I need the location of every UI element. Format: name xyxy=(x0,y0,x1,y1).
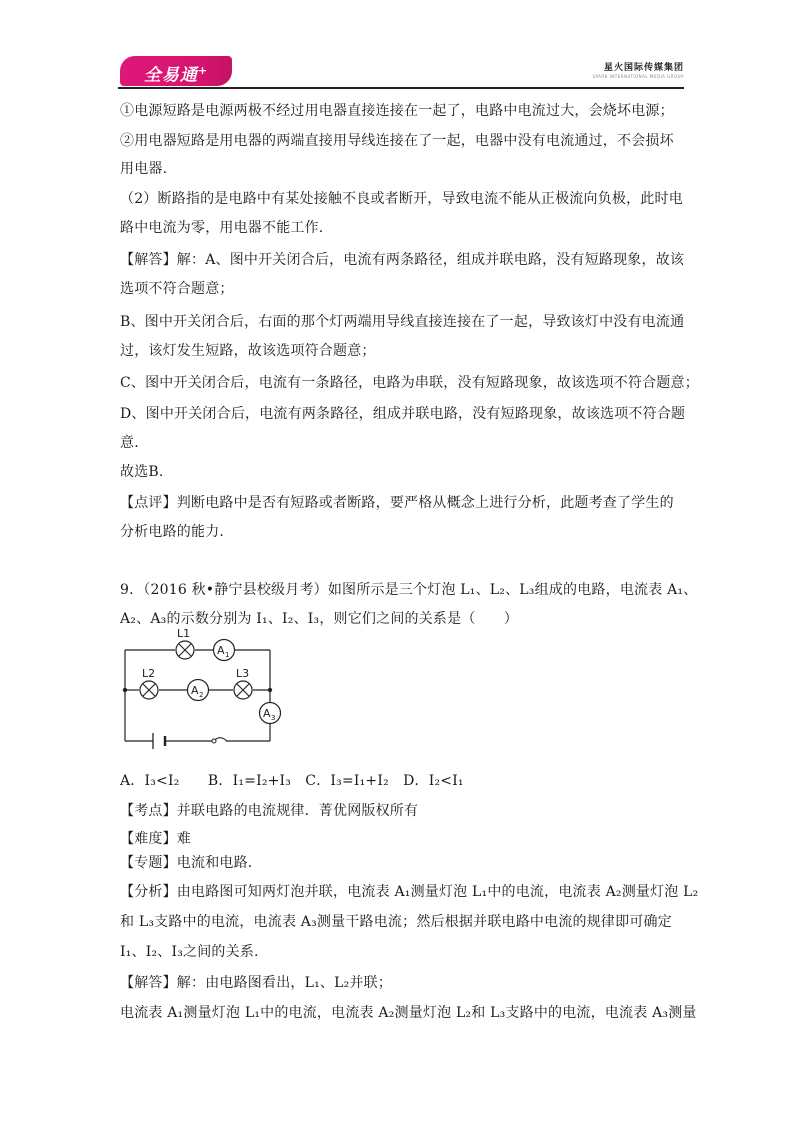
ammeter-a3-letter: A xyxy=(263,707,271,720)
lamp-l2-label: L2 xyxy=(142,667,156,680)
difficulty-line: 【难度】难 xyxy=(120,831,191,847)
comment-line: 【点评】判断电路中是否有短路或者断路，要严格从概念上进行分析，此题考查了学生的 xyxy=(120,495,674,511)
ammeter-a2 xyxy=(188,680,209,701)
text-line: 电流表 A₁测量灯泡 L₁中的电流，电流表 A₂测量灯泡 L₂和 L₃支路中的电流，电流表 A₃测量 xyxy=(120,1005,697,1021)
ammeter-a2-sub: 2 xyxy=(199,691,204,699)
ammeter-a1-letter: A xyxy=(217,644,225,657)
question-stem: 9．（2016 秋•静宁县校级月考）如图所示是三个灯泡 L₁、L₂、L₃组成的电路，电流表 A₁、 xyxy=(120,582,698,598)
answer-heading-line: 【解答】解：A、图中开关闭合后，电流有两条路径，组成并联电路，没有短路现象，故该 xyxy=(120,252,685,268)
brand-logo xyxy=(120,56,232,86)
text-line: 选项不符合题意； xyxy=(120,281,234,297)
analysis-line: 【分析】由电路图可知两灯泡并联，电流表 A₁测量灯泡 L₁中的电流，电流表 A₂测量灯泡 L₂ xyxy=(120,884,699,900)
ammeter-a3-sub: 3 xyxy=(271,714,276,722)
publisher-name-en: SPARK INTERNATIONAL MEDIA GROUP xyxy=(592,74,684,79)
answer-options: A．I₃<I₂ B．I₁=I₂+I₃ C．I₃=I₁+I₂ D．I₂<I₁ xyxy=(120,773,464,789)
publisher-name: 星火国际传媒集团 xyxy=(603,63,684,73)
text-line: D、图中开关闭合后，电流有两条路径，组成并联电路，没有短路现象，故该选项不符合题 xyxy=(120,406,686,422)
lamp-l3-label: L3 xyxy=(236,667,250,680)
text-line: 用电器. xyxy=(120,161,168,177)
topic-line: 【考点】并联电路的电流规律．菁优网版权所有 xyxy=(120,803,419,819)
page-header xyxy=(0,0,800,90)
text-line: ①电源短路是电源两极不经过用电器直接连接在一起了，电路中电流过大，会烧坏电源； xyxy=(120,103,674,119)
lamp-l3 xyxy=(234,681,252,699)
lamp-l2 xyxy=(140,681,158,699)
text-line: 和 L₃支路中的电流，电流表 A₃测量干路电流；然后根据并联电路中电流的规律即可确定 xyxy=(120,914,672,930)
text-line: ②用电器短路是用电器的两端直接用导线连接在了一起，电器中没有电流通过，不会损坏 xyxy=(120,133,674,149)
text-line: 路中电流为零，用电器不能工作. xyxy=(120,220,324,236)
answer-heading-line: 【解答】解：由电路图看出，L₁、L₂并联； xyxy=(120,975,393,991)
junction-dot xyxy=(123,688,127,692)
text-line: 过，该灯发生短路，故该选项符合题意； xyxy=(120,343,376,359)
text-line: I₁、I₂、I₃之间的关系. xyxy=(120,944,259,960)
text-line: B、图中开关闭合后，右面的那个灯两端用导线直接连接在了一起，导致该灯中没有电流通 xyxy=(120,314,685,330)
ammeter-a1-sub: 1 xyxy=(225,651,230,659)
switch-icon xyxy=(212,738,227,743)
logo-plus: + xyxy=(197,64,209,77)
publisher-brand xyxy=(584,60,684,79)
text-line: （2）断路指的是电路中有某处接触不良或者断开，导致电流不能从正极流向负极，此时电 xyxy=(120,191,683,207)
ammeter-a2-letter: A xyxy=(191,684,199,697)
text-line: C、图中开关闭合后，电流有一条路径，电路为串联，没有短路现象，故该选项不符合题意； xyxy=(120,375,699,391)
text-line: 故选B. xyxy=(120,464,164,480)
subject-line: 【专题】电流和电路． xyxy=(120,855,262,871)
question-stem: A₂、A₃的示数分别为 I₁、I₂、I₃，则它们之间的关系是（ ） xyxy=(120,611,519,627)
text-line: 分析电路的能力. xyxy=(120,524,225,540)
ammeter-a3 xyxy=(260,703,281,724)
header-rule xyxy=(118,87,684,89)
lamp-l1 xyxy=(176,641,194,659)
junction-dot xyxy=(268,688,272,692)
circuit-diagram xyxy=(115,625,285,755)
ammeter-a1 xyxy=(214,640,235,661)
logo-text: 全易通 xyxy=(143,65,198,86)
battery-icon xyxy=(153,733,165,749)
text-line: 意. xyxy=(120,435,139,451)
lamp-l1-label: L1 xyxy=(177,627,191,640)
